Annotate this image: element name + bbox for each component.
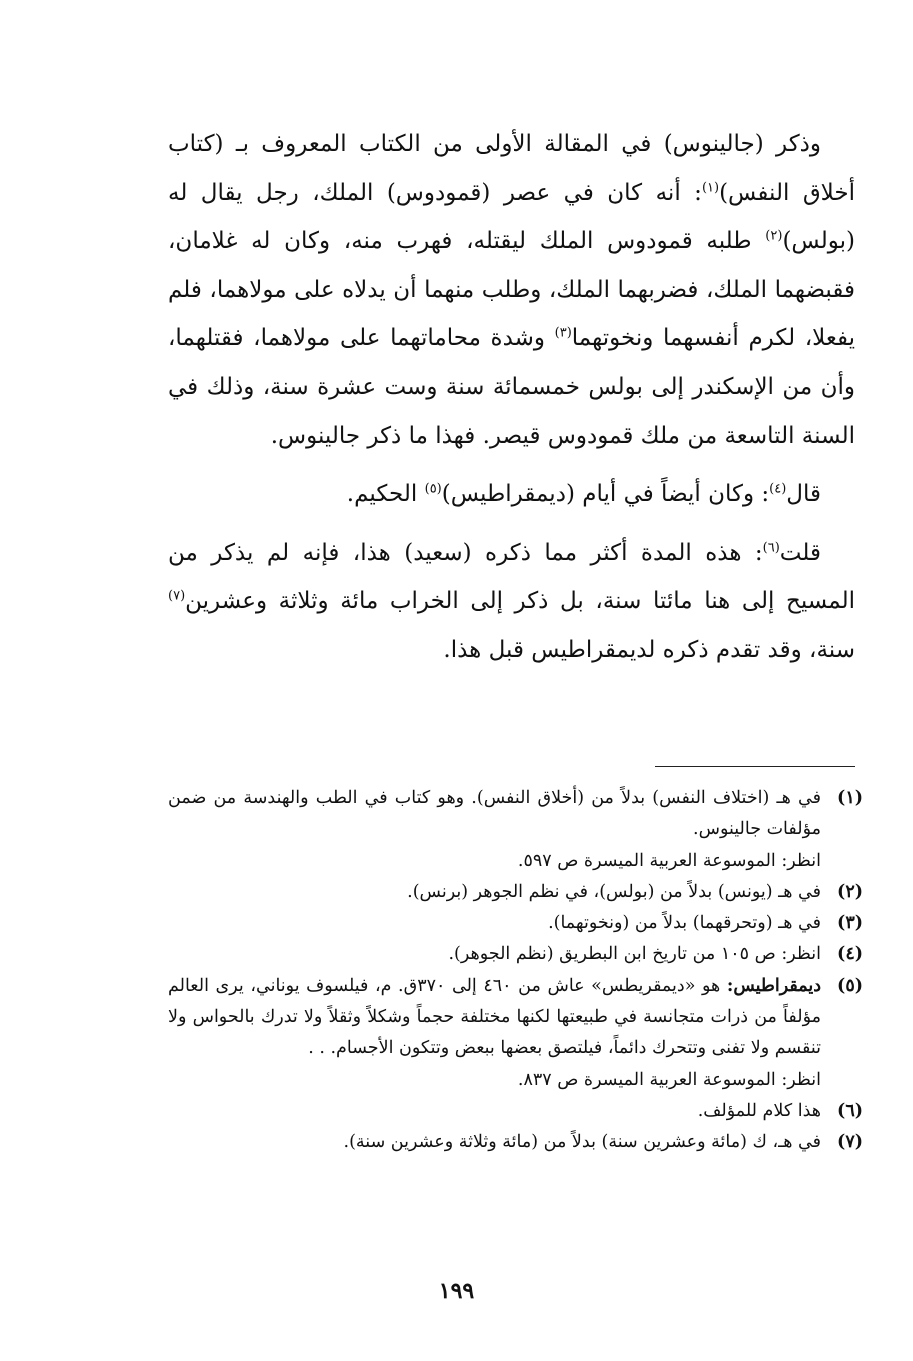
paragraph-2 (168, 470, 855, 519)
footnote-3 (168, 908, 863, 939)
footnote-number: (٦) (837, 1100, 863, 1121)
paragraph-1 (168, 120, 855, 460)
footnote-number: (٧) (837, 1132, 863, 1153)
paragraph-3-part-a: قلت (779, 539, 821, 566)
footnote-text: هذا كلام للمؤلف. (697, 1100, 821, 1121)
footnote-reference: انظر: الموسوعة العربية الميسرة ص ٨٣٧. (517, 1069, 821, 1090)
footnote-5 (168, 971, 863, 1065)
footnote-marker-7[interactable]: (٧) (168, 588, 186, 604)
page-number: ١٩٩ (438, 1278, 475, 1304)
paragraph-2-part-a: قال (786, 481, 821, 508)
footnote-separator (655, 766, 855, 767)
footnote-marker-6[interactable]: (٦) (762, 540, 780, 556)
footnote-2 (168, 877, 863, 908)
paragraph-1-part-c: طلبه قمودوس الملك ليقتله، فهرب منه، وكان له غلامان، فقبضهما الملك، فضربهما الملك، وطلب منهما أن يدلاه على مولاهما، فلم يفعلا، لكرم أنفسهما ونخوتهما (168, 228, 855, 352)
footnote-1 (168, 783, 863, 846)
footnote-number: (١) (837, 788, 863, 808)
footnote-4 (168, 939, 863, 970)
footnote-marker-2[interactable]: (٢) (765, 228, 783, 244)
paragraph-1-part-d: وشدة محاماتهما على مولاهما، فقتلهما، وأن من الإسكندر إلى بولس خمسمائة سنة وست عشرة سنة، وذلك في السنة التاسعة من ملك قمودوس قيصر. فهذا ما ذكر جالينوس. (168, 325, 855, 449)
paragraph-3-part-c: سنة، وقد تقدم ذكره لديمقراطيس قبل هذا. (443, 636, 855, 663)
footnote-number: (٤) (837, 944, 863, 965)
main-text (168, 120, 855, 675)
footnote-reference: انظر: الموسوعة العربية الميسرة ص ٥٩٧. (517, 850, 821, 871)
footnote-7 (168, 1127, 863, 1158)
footnote-text: في هـ (يونس) بدلاً من (بولس)، في نظم الجوهر (برنس). (407, 881, 821, 902)
footnote-text: في هـ (اختلاف النفس) بدلاً من (أخلاق النفس). وهو كتاب في الطب والهندسة من ضمن مؤلفات جالينوس. (168, 788, 821, 840)
footnote-text: في هـ (وتحرقهما) بدلاً من (ونخوتهما). (548, 913, 821, 934)
paragraph-2-part-b: : وكان أيضاً في أيام (ديمقراطيس) (441, 481, 770, 508)
footnote-text: انظر: ص ١٠٥ من تاريخ ابن البطريق (نظم الجوهر). (448, 944, 821, 965)
footnote-marker-4[interactable]: (٤) (769, 481, 787, 497)
paragraph-1-part-a: وذكر (جالينوس) في المقالة الأولى من الكتاب المعروف بـ (كتاب أخلاق النفس) (168, 131, 855, 206)
footnote-6 (168, 1096, 863, 1127)
paragraph-3-part-b: : هذه المدة أكثر مما ذكره (سعيد) هذا، فإنه لم يذكر من المسيح إلى هنا مائتا سنة، بل ذكر إلى الخراب مائة وثلاثة وعشرين (168, 539, 855, 615)
footnote-number: (٢) (837, 881, 863, 902)
footnote-number: (٣) (837, 913, 863, 934)
footnotes (168, 783, 863, 1159)
footnote-text (168, 971, 821, 1065)
paragraph-1-part-b: : أنه كان في عصر (قمودوس) الملك، رجل يقال له (بولس) (168, 179, 855, 255)
footnote-number: (٥) (837, 975, 863, 996)
paragraph-2-part-c: الحكيم. (346, 481, 425, 508)
footnote-marker-1[interactable]: (١) (701, 179, 720, 195)
footnote-marker-5[interactable]: (٥) (424, 481, 442, 497)
footnote-body: هو «ديمقريطس» عاش من ٤٦٠ إلى ٣٧٠ق. م، فيلسوف يوناني، يرى العالم مؤلفاً من ذرات متجانسة في طبيعتها لكنها مختلفة حجماً وشكلاً وثقلاً ولا تدرك بالحواس ولا تنقسم ولا تفنى وتتحرك دائماً، فيلتصق بعضها ببعض وتتكون الأجسام. . . (168, 975, 821, 1059)
footnote-marker-3[interactable]: (٣) (554, 325, 572, 341)
footnote-term: ديمقراطيس: (726, 975, 822, 996)
footnote-text: في هـ، ك (مائة وعشرين سنة) بدلاً من (مائة وثلاثة وعشرين سنة). (343, 1132, 821, 1153)
paragraph-3 (168, 529, 855, 675)
